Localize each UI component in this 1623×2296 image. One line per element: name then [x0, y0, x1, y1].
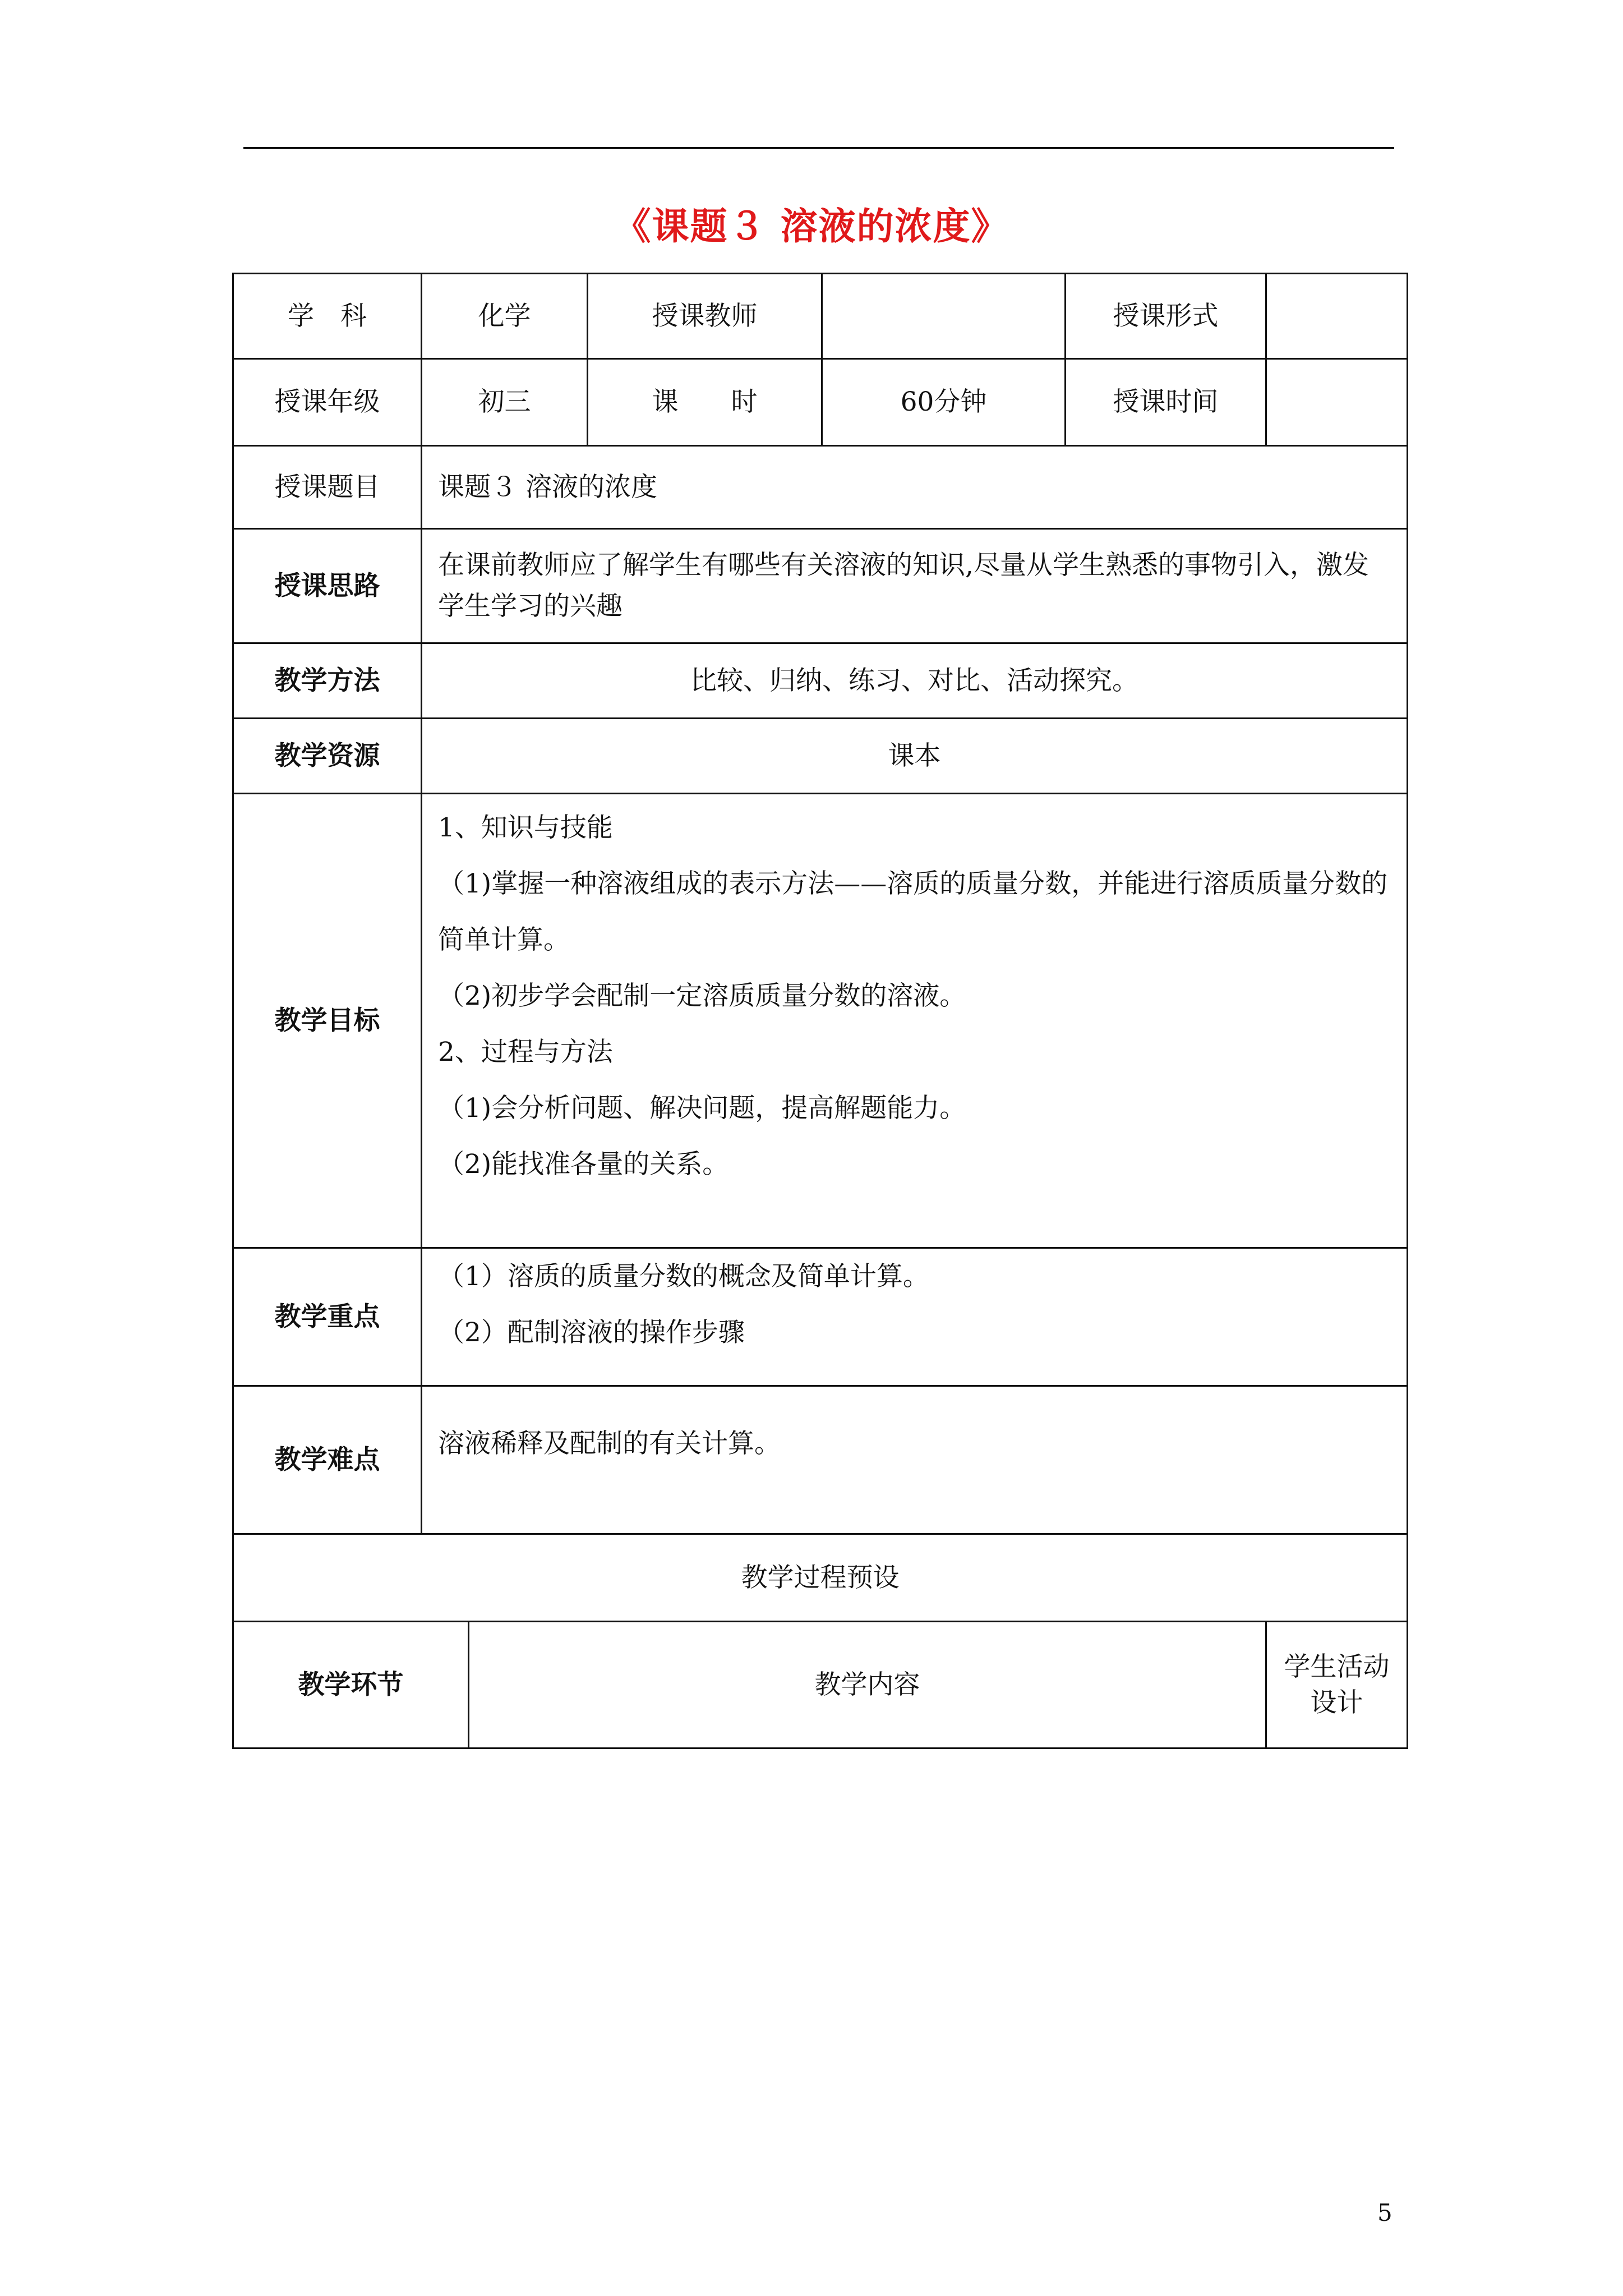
table-row-grade — [233, 359, 1408, 446]
process-col-activity: 学生活动设计 — [1266, 1622, 1408, 1749]
objective-line: 1、知识与技能 — [438, 812, 613, 843]
form-value — [1266, 274, 1408, 359]
grade-label: 授课年级 — [233, 359, 422, 446]
objective-line: （1)会分析问题、解决问题，提高解题能力。 — [438, 1093, 966, 1124]
objectives-content — [422, 794, 1408, 1248]
idea-label: 授课思路 — [233, 529, 422, 643]
subject-value: 化学 — [422, 274, 588, 359]
topic-value: 课题３ 溶液的浓度 — [422, 446, 1408, 529]
subject-label: 学 科 — [233, 274, 422, 359]
objective-line: （1)掌握一种溶液组成的表示方法——溶质的质量分数，并能进行溶质质量分数的简单计算。 — [438, 868, 1388, 955]
objective-line: 2、过程与方法 — [438, 1037, 613, 1068]
resource-value: 课本 — [422, 719, 1408, 794]
period-value: 60分钟 — [822, 359, 1066, 446]
objectives-label: 教学目标 — [233, 794, 422, 1248]
process-heading: 教学过程预设 — [233, 1534, 1408, 1622]
form-label: 授课形式 — [1066, 274, 1266, 359]
teacher-value — [822, 274, 1066, 359]
difficulty-label: 教学难点 — [233, 1386, 422, 1534]
keypoints-content — [422, 1248, 1408, 1386]
page-number: 5 — [1377, 2199, 1393, 2226]
topic-label: 授课题目 — [233, 446, 422, 529]
method-value: 比较、归纳、练习、对比、活动探究。 — [422, 643, 1408, 719]
grade-value: 初三 — [422, 359, 588, 446]
period-label: 课 时 — [588, 359, 822, 446]
table-row-keypoints — [233, 1248, 1408, 1386]
keypoint-line: （2）配制溶液的操作步骤 — [438, 1317, 745, 1348]
process-col-stage: 教学环节 — [233, 1622, 469, 1749]
table-row-topic — [233, 446, 1408, 529]
table-row-objectives — [233, 794, 1408, 1248]
table-row-idea — [233, 529, 1408, 643]
difficulty-value: 溶液稀释及配制的有关计算。 — [422, 1386, 1408, 1534]
time-label: 授课时间 — [1066, 359, 1266, 446]
time-value — [1266, 359, 1408, 446]
teacher-label: 授课教师 — [588, 274, 822, 359]
lesson-plan-table — [232, 273, 1408, 1749]
table-row-process-columns — [233, 1622, 1408, 1749]
table-row-difficulty — [233, 1386, 1408, 1534]
keypoints-label: 教学重点 — [233, 1248, 422, 1386]
method-label: 教学方法 — [233, 643, 422, 719]
table-row-process-heading — [233, 1534, 1408, 1622]
objective-line: （2)能找准各量的关系。 — [438, 1149, 729, 1180]
table-row-method — [233, 643, 1408, 719]
objective-line: （2)初步学会配制一定溶质质量分数的溶液。 — [438, 981, 966, 1011]
resource-label: 教学资源 — [233, 719, 422, 794]
table-row-resource — [233, 719, 1408, 794]
keypoint-line: （1）溶质的质量分数的概念及简单计算。 — [438, 1261, 929, 1292]
document-title: 《课题３ 溶液的浓度》 — [614, 204, 1009, 248]
idea-value: 在课前教师应了解学生有哪些有关溶液的知识,尽量从学生熟悉的事物引入，激发学生学习的兴趣 — [422, 529, 1408, 643]
process-col-content: 教学内容 — [469, 1622, 1266, 1749]
table-row-subject — [233, 274, 1408, 359]
header-rule — [243, 147, 1394, 149]
